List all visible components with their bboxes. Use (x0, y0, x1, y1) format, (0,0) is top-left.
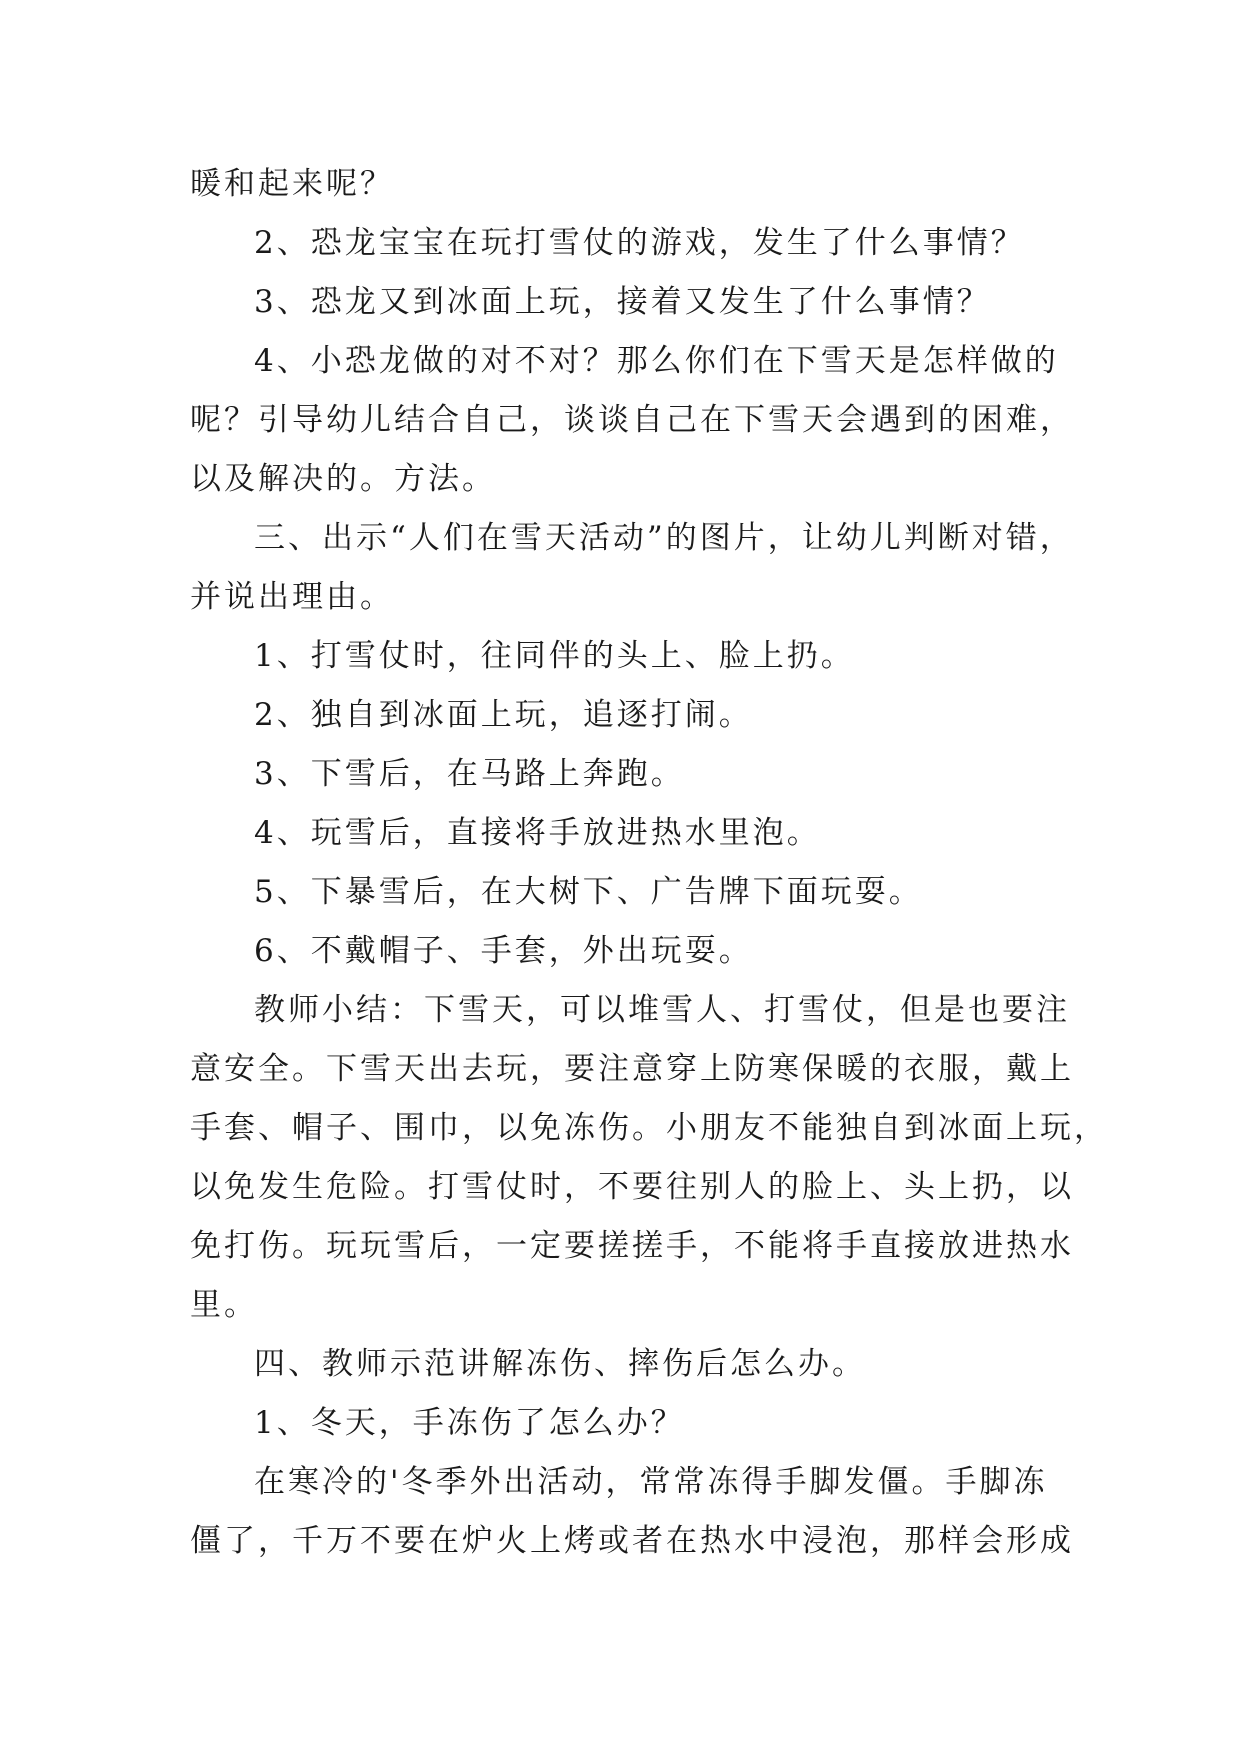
text-line: 呢？引导幼儿结合自己，谈谈自己在下雪天会遇到的困难， (190, 402, 1074, 438)
text-line: 僵了，千万不要在炉火上烤或者在热水中浸泡，那样会形成 (190, 1523, 1074, 1559)
text-line: 里。 (190, 1287, 258, 1323)
text-line: 4、小恐龙做的对不对？那么你们在下雪天是怎样做的 (254, 343, 1059, 379)
text-line: 3、恐龙又到冰面上玩，接着又发生了什么事情？ (254, 284, 991, 320)
text-line: 暖和起来呢？ (190, 166, 394, 202)
text-line: 在寒冷的'冬季外出活动，常常冻得手脚发僵。手脚冻 (254, 1464, 1048, 1500)
text-line: 手套、帽子、围巾，以免冻伤。小朋友不能独自到冰面上玩， (190, 1110, 1108, 1146)
text-line: 3、下雪后，在马路上奔跑。 (254, 756, 685, 792)
text-line: 5、下暴雪后，在大树下、广告牌下面玩耍。 (254, 874, 923, 910)
text-line: 意安全。下雪天出去玩，要注意穿上防寒保暖的衣服，戴上 (190, 1051, 1074, 1087)
text-line: 以及解决的。方法。 (190, 461, 496, 497)
text-line: 三、出示“人们在雪天活动”的图片，让幼儿判断对错， (254, 520, 1074, 556)
text-line: 并说出理由。 (190, 579, 394, 615)
text-line: 1、打雪仗时，往同伴的头上、脸上扔。 (254, 638, 855, 674)
text-line: 1、冬天，手冻伤了怎么办？ (254, 1405, 685, 1441)
body-text (190, 155, 1108, 1571)
text-line: 四、教师示范讲解冻伤、摔伤后怎么办。 (254, 1346, 866, 1382)
text-line: 2、恐龙宝宝在玩打雪仗的游戏，发生了什么事情？ (254, 225, 1025, 261)
text-line: 教师小结：下雪天，可以堆雪人、打雪仗，但是也要注 (254, 992, 1070, 1028)
text-line: 以免发生危险。打雪仗时，不要往别人的脸上、头上扔，以 (190, 1169, 1074, 1205)
text-line: 免打伤。玩玩雪后，一定要搓搓手，不能将手直接放进热水 (190, 1228, 1074, 1264)
text-line: 4、玩雪后，直接将手放进热水里泡。 (254, 815, 821, 851)
text-line: 2、独自到冰面上玩，追逐打闹。 (254, 697, 753, 733)
text-line: 6、不戴帽子、手套，外出玩耍。 (254, 933, 753, 969)
